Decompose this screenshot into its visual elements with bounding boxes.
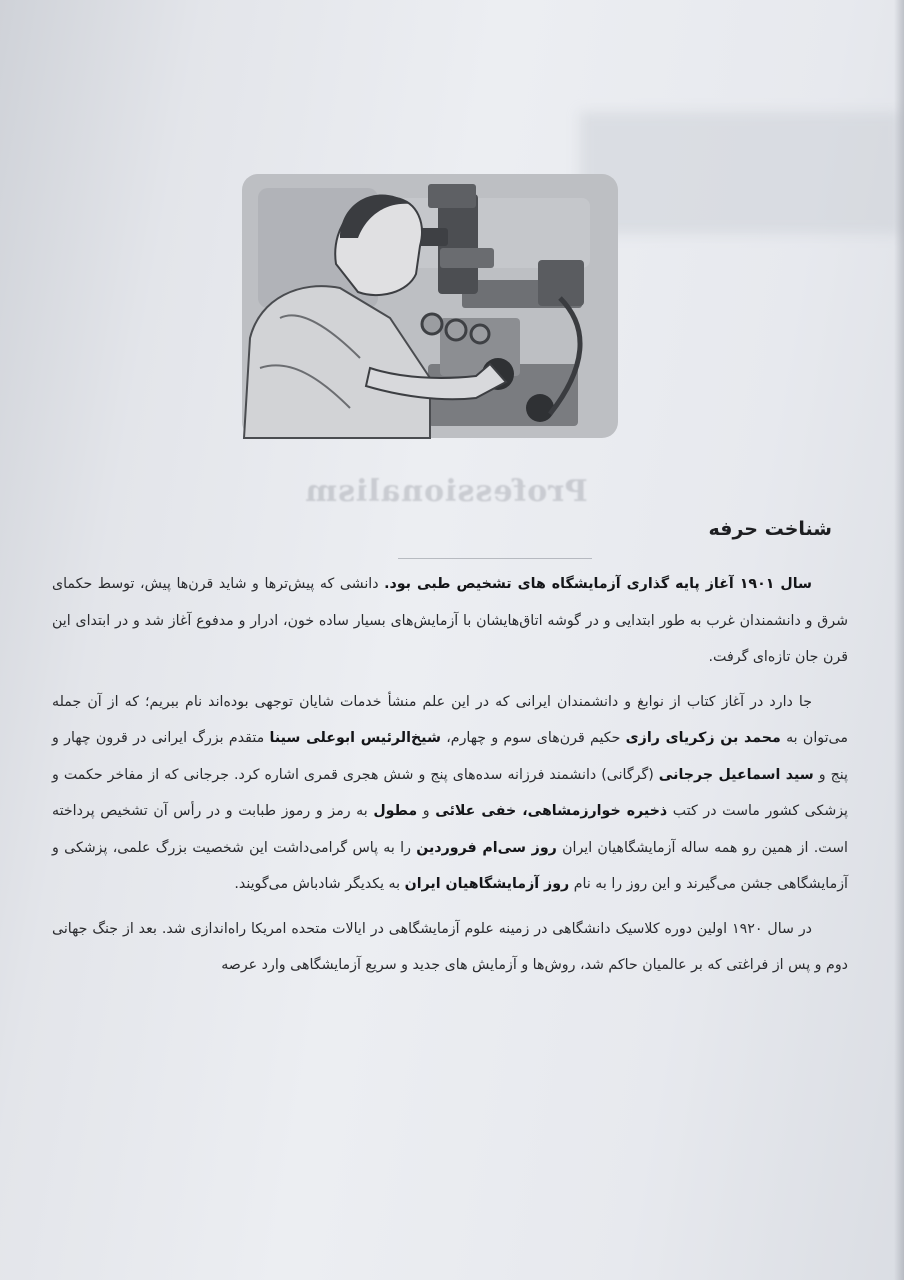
show-through-title: Professionalism xyxy=(304,474,588,509)
text-run: جا دارد در آغاز کتاب از نوابغ و دانشمندان ایرانی که در این علم منشأ خدمات شایان توجهی بوده‌اند نام ببریم؛ که از آن جمله می‌توان به xyxy=(52,693,848,746)
bold-name-jorjani: سید اسماعیل جرجانی xyxy=(658,766,814,783)
page-edge-shadow xyxy=(894,0,904,1280)
paragraph-2 xyxy=(52,684,848,903)
text-run: به یکدیگر شادباش می‌گویند. xyxy=(234,876,405,892)
text-run: و xyxy=(417,803,436,819)
text-run: دانشی که پیش‌ترها و شاید قرن‌ها پیش، توسط حکمای شرق و دانشمندان غرب به طور ابتدایی و در گوشه اتاق‌هایشان با آزمایش‌های بسیار ساده خون، ادرار و مدفوع آغاز شد و در ابتدای این قرن جان تازه‌ای گرفت. xyxy=(52,576,848,665)
text-run: به رمز و رموز طبابت و در رأس آن تشخیص پرداخته است. از همین رو همه ساله آزمایشگاهیان ایران xyxy=(52,803,849,856)
paragraph-3 xyxy=(52,911,848,984)
bold-book-titles: ذخیره خوارزمشاهی، خفی علائی xyxy=(435,803,668,819)
text-run: حکیم قرن‌های سوم و چهارم، xyxy=(440,730,626,746)
scientist-microscope-illustration xyxy=(240,168,622,444)
section-heading: شناخت حرفه xyxy=(708,518,832,540)
text-run: در سال ۱۹۲۰ اولین دوره کلاسیک دانشگاهی در زمینه علوم آزمایشگاهی در ایالات متحده امریکا راه‌اندازی شد. بعد از جنگ جهانی دوم و پس از فراغتی که بر عالمیان حاکم شد، روش‌ها و آزمایش های جدید و سریع آزمایشگاهی وارد عرصه xyxy=(52,920,848,973)
text-run: را به پاس گرامی‌داشت این شخصیت بزرگ علمی، پزشکی و آزمایشگاهی جشن می‌گیرند و این روز را به نام xyxy=(52,839,848,892)
text-run: (گرگانی) دانشمند فرزانه سده‌های پنج و شش هجری قمری اشاره کرد. جرجانی که از مفاخر حکمت و پزشکی کشور ماست در کتب xyxy=(52,766,849,819)
bold-phrase: سال ۱۹۰۱ آغاز پایه گذاری آزمایشگاه های تشخیص طبی بود. xyxy=(384,576,812,592)
paragraph-1 xyxy=(52,566,848,676)
body-text xyxy=(52,566,848,992)
bold-name-avicenna: شیخ‌الرئیس ابوعلی سینا xyxy=(269,730,441,746)
heading-divider xyxy=(398,558,592,559)
show-through-block xyxy=(580,112,902,234)
bold-book-motavval: مطول xyxy=(373,803,418,819)
bold-day-name: روز آزمایشگاهیان ایران xyxy=(404,876,570,892)
bold-date: روز سی‌ام فروردین xyxy=(416,839,557,856)
text-run: متقدم بزرگ ایرانی در قرون چهار و پنج و xyxy=(52,730,849,783)
bold-name-razi: محمد بن زکریای رازی xyxy=(625,730,781,746)
